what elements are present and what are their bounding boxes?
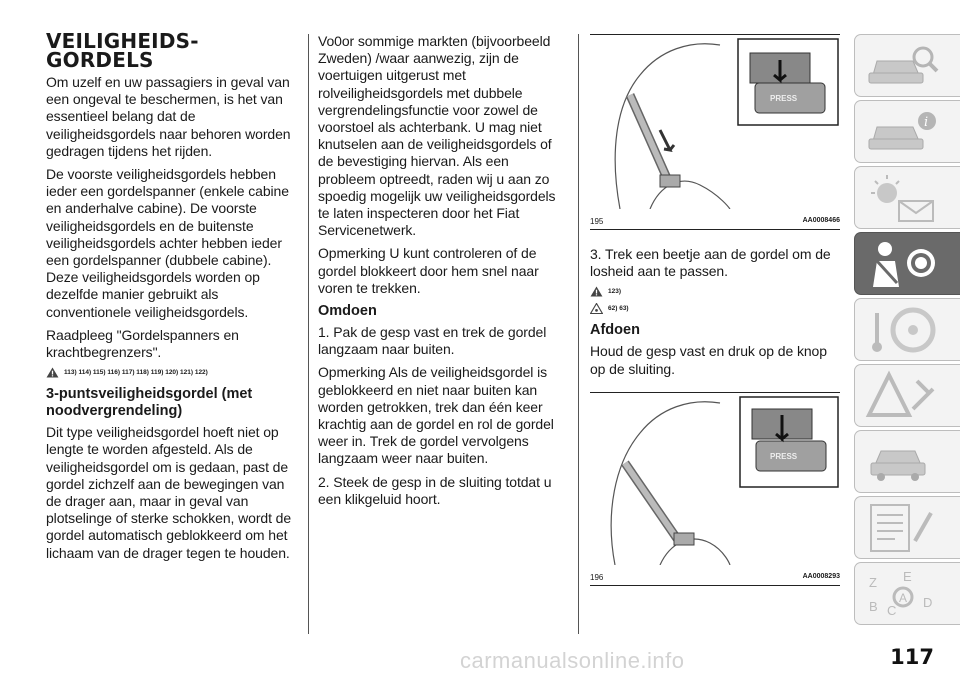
- seatbelt-pull-illustration: [590, 35, 840, 209]
- tab-emergency[interactable]: [854, 364, 960, 427]
- press-button-label: PRESS: [770, 94, 798, 103]
- subsection-heading: 3-puntsveiligheidsgordel (met noodvergrendeling): [46, 386, 253, 420]
- tab-warning-lights[interactable]: [854, 166, 960, 229]
- svg-text:B: B: [869, 599, 878, 614]
- warning-lights-icon: [863, 171, 943, 225]
- note-paragraph-2: Opmerking Als de veiligheidsgordel is geblokkeerd en niet naar buiten kan worden getrokken, trek dan één keer krachtig aan de gordel en rol de gordel weer in. Trek de gordel vervolgens langzaam weer naar buiten.: [318, 364, 554, 467]
- info-reference: [590, 303, 840, 314]
- warning-references: [46, 367, 296, 378]
- figure-code: AA0008466: [802, 217, 840, 224]
- svg-text:D: D: [923, 595, 933, 610]
- release-paragraph: Houd de gesp vast en druk op de knop op de sluiting.: [590, 343, 827, 377]
- figure-caption: [590, 570, 840, 585]
- figure-code: AA0008293: [802, 572, 840, 580]
- press-button-label: PRESS: [770, 451, 798, 461]
- tab-safety[interactable]: [854, 232, 960, 295]
- title-line-1: VEILIGHEIDS-: [46, 29, 199, 53]
- step-3: 3. Trek een beetje aan de gordel om de losheid aan te passen.: [590, 246, 831, 280]
- breakdown-icon: [863, 369, 943, 423]
- reference-numbers: 62) 63): [608, 305, 629, 313]
- index-abc-icon: [863, 567, 943, 621]
- note-paragraph-1: Opmerking U kunt controleren of de gordel blokkeert door hem snel naar voren te trekken.: [318, 245, 539, 296]
- fastening-heading: Omdoen: [318, 303, 377, 320]
- page-number: 117: [890, 645, 934, 669]
- watermark: carmanualsonline.info: [460, 648, 685, 673]
- svg-text:A: A: [899, 591, 908, 605]
- intro-paragraph: Om uzelf en uw passagiers in geval van een ongeval te beschermen, is het van essentieel belang dat de veiligheidsgordels naar behoren worden gedragen tijdens het rijden.: [46, 74, 291, 159]
- pretensioner-paragraph: De voorste veiligheidsgordels hebben ieder een gordelspanner (enkele cabine en anderhalve cabine). De voorste veiligheidsgordels en de buitenste veiligheidsgordels achter hebben ieder een gordelspanner (dubbele cabine). Deze veiligheidsgordels worden op dezelfde manier gebruikt als conventionele veiligheidsgordels.: [46, 166, 289, 320]
- column-3: [590, 34, 840, 586]
- tab-technical-data[interactable]: [854, 496, 960, 559]
- column-divider: [308, 34, 309, 634]
- car-search-icon: [863, 39, 943, 93]
- column-1: [46, 0, 296, 568]
- caution-triangle-icon: [590, 303, 603, 314]
- tab-getting-to-know[interactable]: [854, 34, 960, 97]
- figure-196: [590, 392, 840, 586]
- tab-starting-driving[interactable]: [854, 298, 960, 361]
- svg-text:C: C: [887, 603, 897, 618]
- reference-numbers: 123): [608, 288, 622, 296]
- seatbelt-release-illustration: [590, 393, 840, 565]
- step-1: 1. Pak de gesp vast en trek de gordel langzaam naar buiten.: [318, 324, 547, 358]
- steering-key-icon: [863, 303, 943, 357]
- svg-text:i: i: [924, 115, 929, 130]
- tab-index[interactable]: [854, 562, 960, 625]
- figure-number: 196: [590, 572, 604, 582]
- three-point-paragraph: Dit type veiligheidsgordel hoeft niet op lengte te worden afgesteld. Als de veiligheidsgordel om is gedaan, past de gordel zichzelf aan de bewegingen van de drager aan, maar in geval van plotselinge of sterke schokken, wordt de gordel automatisch geblokkeerd om het lichaam van de drager tegen te houden.: [46, 424, 292, 561]
- service-car-icon: [863, 435, 943, 489]
- svg-text:E: E: [903, 569, 912, 584]
- warning-triangle-icon: [46, 367, 59, 378]
- step-2: 2. Steek de gesp in de sluiting totdat u een klikgeluid hoort.: [318, 473, 552, 507]
- tab-maintenance[interactable]: [854, 430, 960, 493]
- column-divider: [578, 34, 579, 634]
- seatbelt-airbag-icon: [863, 237, 943, 291]
- specs-list-icon: [863, 501, 943, 555]
- svg-text:Z: Z: [869, 575, 877, 590]
- reference-paragraph: Raadpleeg "Gordelspanners en krachtbegrenzers".: [46, 326, 239, 361]
- figure-number: 195: [590, 217, 604, 226]
- figure-caption: [590, 214, 840, 229]
- markets-paragraph: Vo0or sommige markten (bijvoorbeeld Zweden) /waar aanwezig, zijn de voertuigen uitgerust met rolveiligheidsgordels met dubbele vergrendelingsfunctie voor zowel de voorstoel als achterbank. U mag niet knutselen aan de veiligheidsgordels of de bevestiging hiervan. Als een probleem optreedt, raden wij u aan zo spoedig mogelijk uw veiligheidsgordels te laten inspecteren door het Fiat Servicenetwerk.: [318, 33, 556, 239]
- reference-numbers: 113) 114) 115) 116) 117) 118) 119) 120) 121) 122): [64, 369, 208, 377]
- warning-reference-1: [590, 286, 840, 297]
- release-heading: Afdoen: [590, 322, 640, 339]
- title-line-2: GORDELS: [46, 48, 154, 72]
- tab-dashboard-info[interactable]: [854, 100, 960, 163]
- car-info-icon: [863, 105, 943, 159]
- figure-195: [590, 34, 840, 230]
- column-2: [318, 33, 566, 514]
- section-title: [46, 29, 296, 72]
- warning-triangle-icon: [590, 286, 603, 297]
